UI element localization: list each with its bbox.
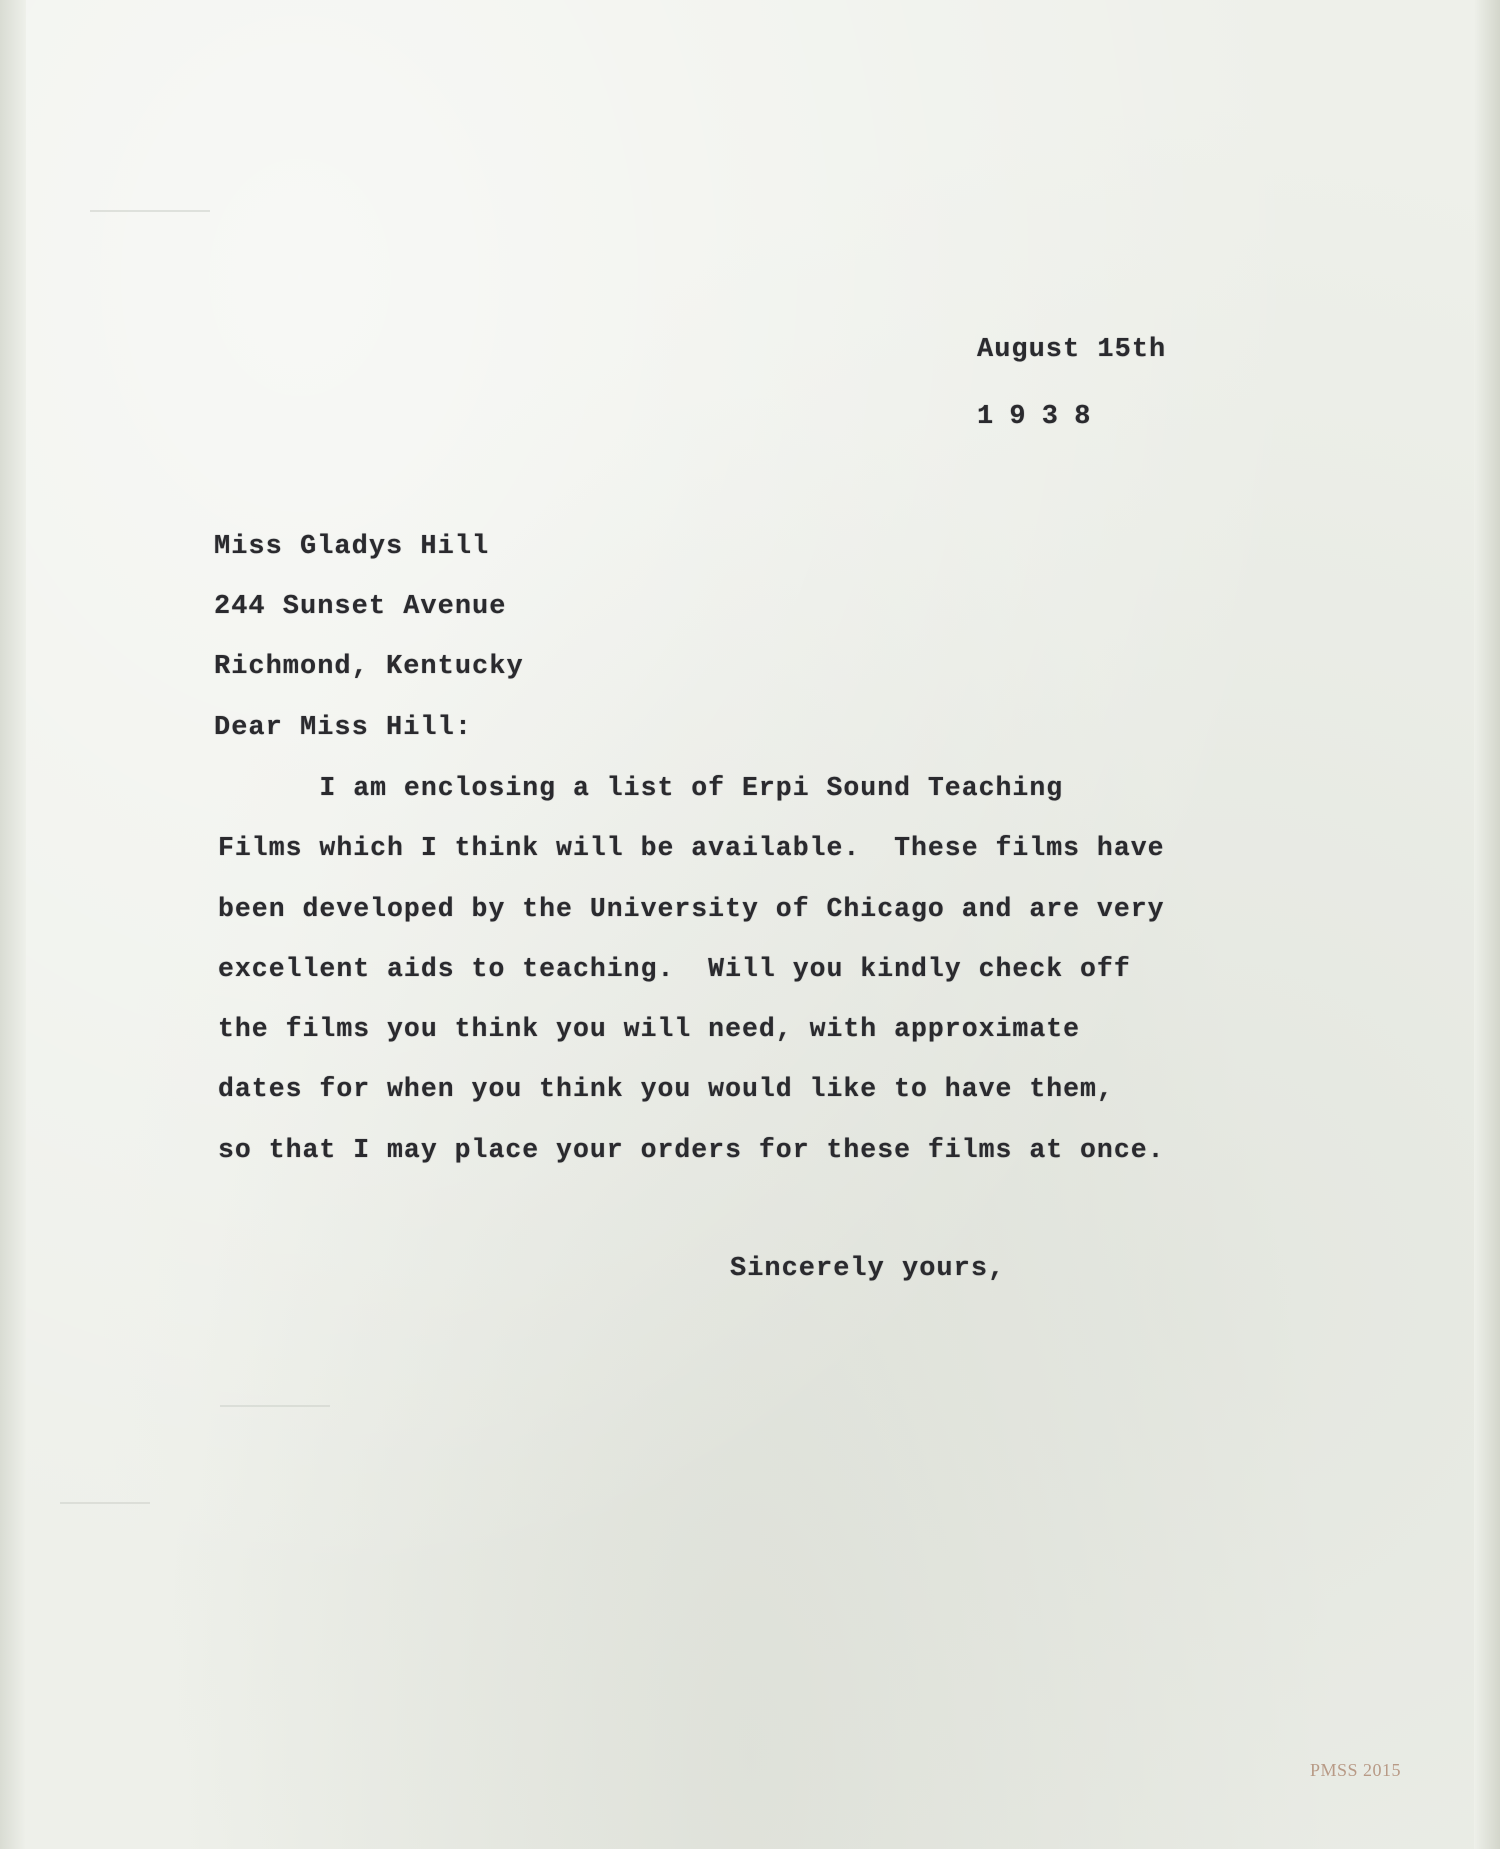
body-line: Films which I think will be available. These films have xyxy=(218,833,1165,863)
recipient-city: Richmond, Kentucky xyxy=(214,652,524,682)
recipient-name: Miss Gladys Hill xyxy=(214,532,490,562)
archive-stamp: PMSS 2015 xyxy=(1310,1760,1402,1780)
recipient-street: 244 Sunset Avenue xyxy=(214,592,507,622)
paper-left-edge xyxy=(0,0,26,1849)
faint-mark xyxy=(220,1405,330,1407)
body-line: dates for when you think you would like to have them, xyxy=(218,1074,1114,1104)
letter-date: August 15th xyxy=(977,335,1167,365)
body-line: so that I may place your orders for these films at once. xyxy=(218,1135,1165,1165)
salutation: Dear Miss Hill: xyxy=(214,713,473,743)
paper-right-edge xyxy=(1474,0,1500,1849)
faint-mark xyxy=(60,1502,150,1504)
body-line: excellent aids to teaching. Will you kindly check off xyxy=(218,954,1131,984)
letter-year: 1 9 3 8 xyxy=(977,402,1091,432)
body-line: the films you think you will need, with approximate xyxy=(218,1014,1081,1044)
faint-mark xyxy=(90,210,210,212)
body-line: I am enclosing a list of Erpi Sound Teaching xyxy=(218,773,1064,803)
closing: Sincerely yours, xyxy=(730,1254,1006,1284)
body-line: been developed by the University of Chicago and are very xyxy=(218,894,1165,924)
